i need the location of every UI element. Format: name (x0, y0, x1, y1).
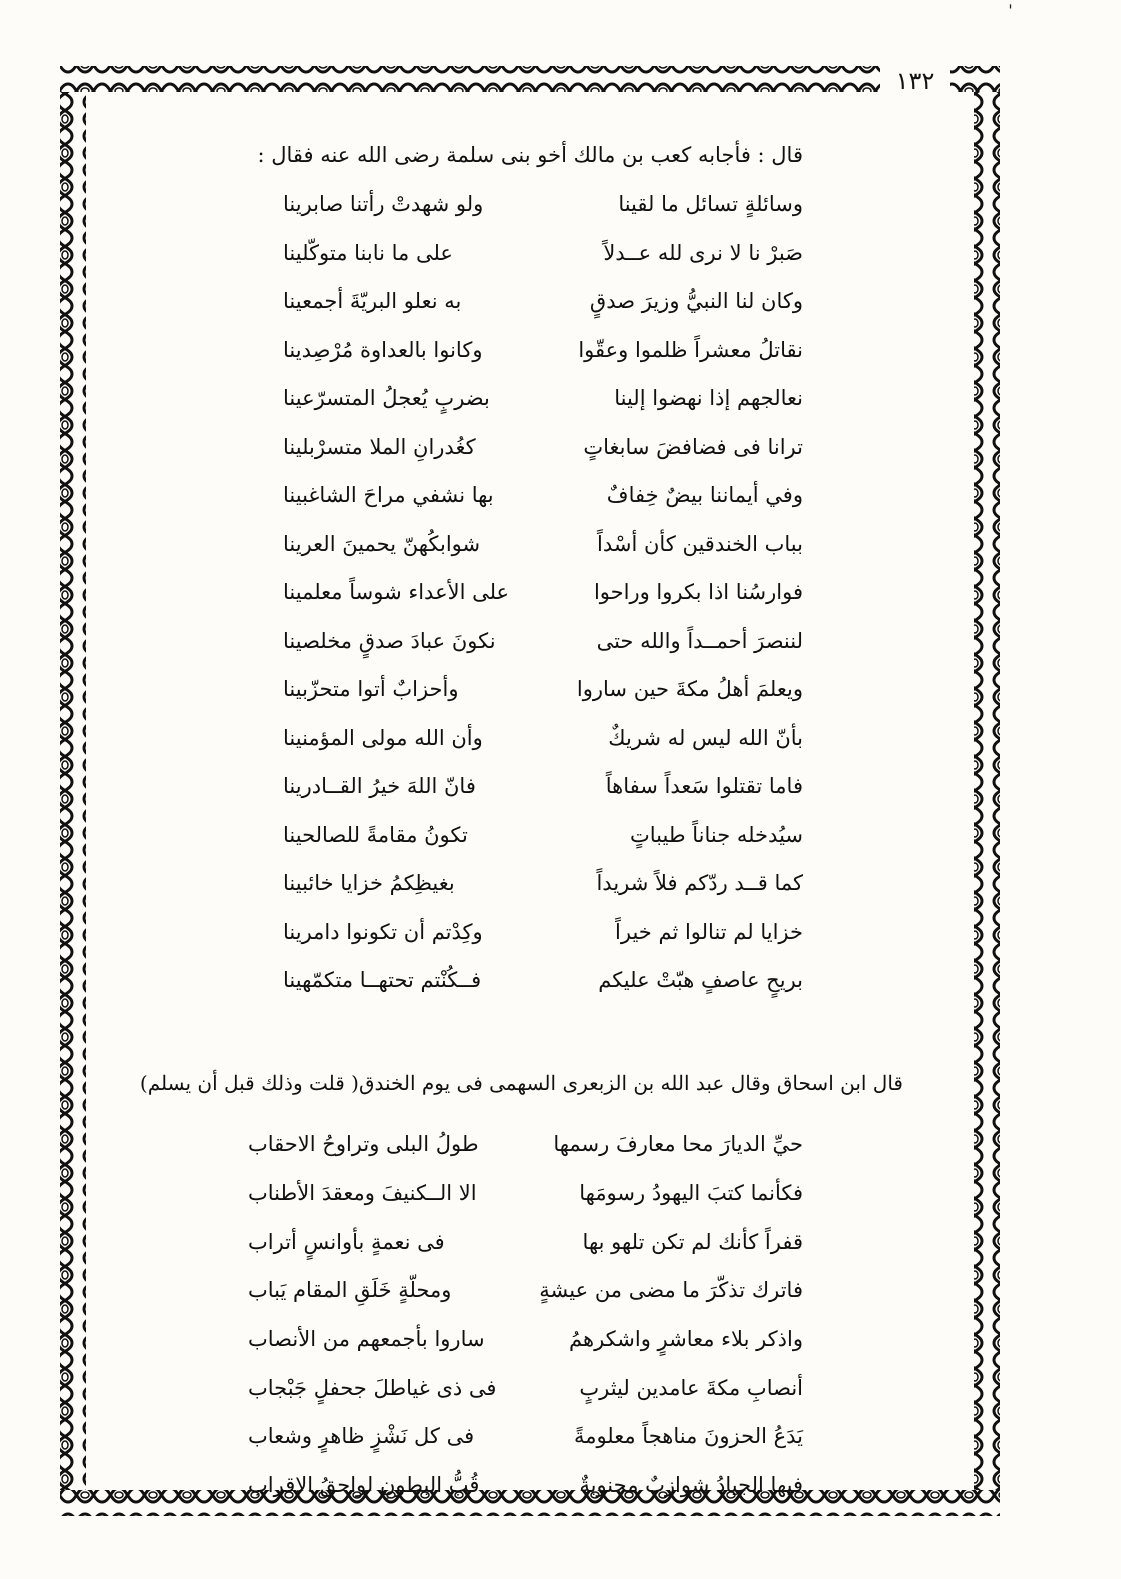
first-hemistich: سيُدخله جناناً طيباتٍ (629, 822, 803, 847)
second-hemistich: ومحلّةٍ خَلَقِ المقام يَباب (248, 1278, 452, 1303)
first-hemistich: وفي أيماننا بيضٌ خِفافٌ (606, 483, 803, 508)
verse-line (283, 326, 803, 375)
corner-mark: ˈ (1008, 2, 1013, 23)
verse-line (283, 229, 803, 278)
verse-line (283, 762, 803, 811)
verse-line (283, 180, 803, 229)
verse-line (283, 471, 803, 520)
verse-line (283, 423, 803, 472)
first-hemistich: وسائلةٍ تسائل ما لقينا (618, 192, 803, 217)
verse-line (283, 277, 803, 326)
verse-line (283, 617, 803, 666)
second-hemistich: فانّ اللهَ خيرُ القــادرينا (283, 774, 476, 799)
second-hemistich: تكونُ مقامةً للصالحينا (283, 822, 468, 847)
first-hemistich: صَبرْ نا لا نرى لله عــدلاً (603, 240, 803, 265)
poem-kaab-ibn-malik (283, 180, 803, 1005)
verse-line (283, 811, 803, 860)
verse-line (283, 665, 803, 714)
poem-ibn-al-zibara (248, 1120, 803, 1510)
second-hemistich: فى نعمةٍ بأوانسٍ أتراب (248, 1229, 445, 1254)
verse-line (283, 714, 803, 763)
second-hemistich: بغيظِكمُ خزايا خائبينا (283, 871, 455, 896)
poem-introduction: قال : فأجابه كعب بن مالك أخو بنى سلمة رضى الله عنه فقال : (257, 143, 803, 167)
second-hemistich: طولُ البلى وتراوحُ الاحقاب (248, 1132, 479, 1157)
first-hemistich: فاما تقتلوا سَعداً سفاهاً (605, 774, 803, 799)
second-hemistich: فــكُنْتم تحتهــا متكمّهينا (283, 968, 482, 993)
second-hemistich: فى كل نَشْزٍ ظاهرٍ وشعاب (248, 1424, 475, 1449)
first-hemistich: ترانا فى فضافضَ سابغاتٍ (583, 434, 803, 459)
page-content (105, 118, 1015, 1498)
second-hemistich: الا الــكنيفَ ومعقدَ الأطناب (248, 1181, 477, 1206)
border-left (60, 92, 86, 1490)
section-introduction: قال ابن اسحاق وقال عبد الله بن الزبعرى السهمى فى يوم الخندق( قلت وذلك قبل أن يسلم) (139, 1071, 903, 1095)
second-hemistich: قُبُّ البطونِ لواحقُ الاقراب (248, 1473, 480, 1498)
second-hemistich: على ما نابنا متوكّلينا (283, 240, 453, 265)
first-hemistich: واذكر بلاء معاشرٍ واشكرهمُ (569, 1327, 803, 1352)
verse-line (283, 859, 803, 908)
first-hemistich: فوارسُنا اذا بكروا وراحوا (593, 580, 803, 605)
page-number: ١٣٢ (880, 64, 950, 98)
first-hemistich: فكأنما كتبَ اليهودُ رسومَها (579, 1181, 803, 1206)
verse-line (248, 1266, 803, 1315)
second-hemistich: وأحزابٌ أتوا متحزّبينا (283, 677, 459, 702)
verse-line (283, 956, 803, 1005)
second-hemistich: بضربٍ يُعجلُ المتسرّعينا (283, 386, 490, 411)
first-hemistich: حيِّ الديارَ محا معارفَ رسمها (553, 1132, 803, 1157)
second-hemistich: وكانوا بالعداوة مُرْصِدينا (283, 337, 483, 362)
second-hemistich: نكونَ عبادَ صدقٍ مخلصينا (283, 628, 496, 653)
first-hemistich: فاترك تذكّرَ ما مضى من عيشةٍ (539, 1278, 803, 1303)
second-hemistich: كغُدرانِ الملا متسرْبلينا (283, 434, 476, 459)
second-hemistich: وأن الله مولى المؤمنينا (283, 725, 483, 750)
first-hemistich: بأنّ الله ليس له شريكٌ (608, 725, 803, 750)
first-hemistich: خزايا لم تنالوا ثم خيراً (615, 919, 803, 944)
verse-line (248, 1120, 803, 1169)
verse-line (283, 520, 803, 569)
verse-line (283, 374, 803, 423)
first-hemistich: نعالجهم إذا نهضوا إلينا (614, 386, 803, 411)
second-hemistich: بها نشفي مراحَ الشاغبينا (283, 483, 494, 508)
second-hemistich: به نعلو البريّةَ أجمعينا (283, 289, 462, 314)
first-hemistich: قفراً كأنك لم تكن تلهو بها (582, 1229, 803, 1254)
second-hemistich: وكِدْتم أن تكونوا دامرينا (283, 919, 483, 944)
verse-line (248, 1461, 803, 1510)
second-hemistich: على الأعداء شوساً معلمينا (283, 580, 510, 605)
first-hemistich: بريحٍ عاصفٍ هبّتْ عليكم (598, 968, 803, 993)
verse-line (248, 1315, 803, 1364)
verse-line (248, 1412, 803, 1461)
first-hemistich: وكان لنا النبيُّ وزيرَ صدقٍ (589, 289, 803, 314)
first-hemistich: يَدَعُ الحزونَ مناهجاً معلومةً (573, 1424, 803, 1449)
second-hemistich: فى ذى غياطلَ جحفلٍ جَبْجاب (248, 1375, 497, 1400)
verse-line (248, 1169, 803, 1218)
first-hemistich: لننصرَ أحمــداً والله حتى (596, 628, 803, 653)
first-hemistich: بباب الخندقين كأن أسْداً (597, 531, 803, 556)
second-hemistich: ساروا بأجمعهم من الأنصاب (248, 1327, 485, 1352)
second-hemistich: شوابكُهنّ يحمينَ العرينا (283, 531, 481, 556)
first-hemistich: كما قــد ردّكم فلاً شريداً (596, 871, 803, 896)
verse-line (283, 908, 803, 957)
first-hemistich: أنصابِ مكةَ عامدين ليثربٍ (579, 1375, 803, 1400)
first-hemistich: فيها الجيادُ شوازبٌ مجنوبةٌ (579, 1473, 803, 1498)
first-hemistich: نقاتلُ معشراً ظلموا وعقّوا (578, 337, 803, 362)
border-top (60, 66, 1000, 92)
first-hemistich: ويعلمَ أهلُ مكةَ حين ساروا (576, 677, 803, 702)
verse-line (283, 568, 803, 617)
verse-line (248, 1217, 803, 1266)
second-hemistich: ولو شهدتْ رأتنا صابرينا (283, 192, 484, 217)
verse-line (248, 1363, 803, 1412)
